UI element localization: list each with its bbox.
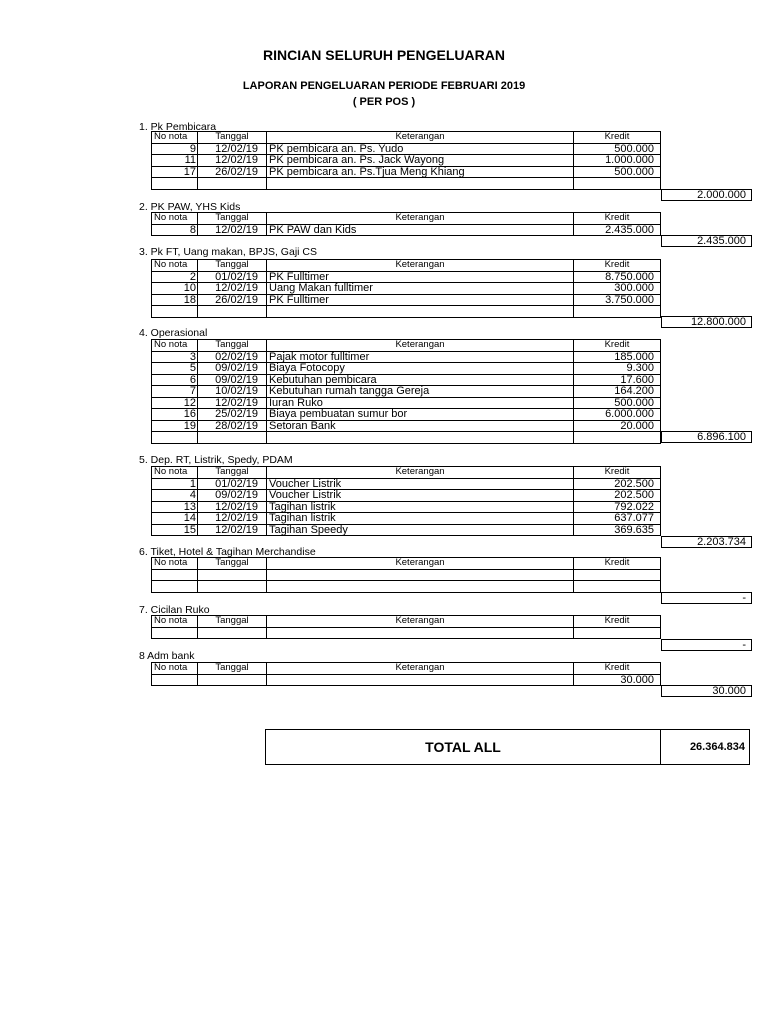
table-row: [151, 144, 661, 156]
section-subtotal: [661, 189, 752, 201]
section-label: 4. Operasional: [139, 327, 208, 339]
section-table: [151, 662, 661, 686]
cell-tanggal: 09/02/19: [197, 375, 266, 386]
header-kredit: Kredit: [573, 467, 661, 478]
cell-no-nota: 6: [151, 375, 197, 386]
cell-keterangan: Biaya pembuatan sumur bor: [266, 409, 573, 420]
cell-kredit: [573, 570, 661, 581]
cell-keterangan: PK pembicara an. Ps.Tjua Meng Khiang: [266, 167, 573, 178]
cell-keterangan: Kebutuhan rumah tangga Gereja: [266, 386, 573, 397]
cell-keterangan: [266, 675, 573, 686]
table-row: [151, 363, 661, 375]
header-keterangan: Keterangan: [266, 558, 573, 569]
cell-keterangan: Tagihan Speedy: [266, 525, 573, 536]
cell-kredit: 20.000: [573, 421, 661, 432]
page-title: RINCIAN SELURUH PENGELUARAN: [263, 47, 505, 63]
table-header-row: [151, 340, 661, 352]
cell-no-nota: 12: [151, 398, 197, 409]
table-row: [151, 479, 661, 491]
cell-keterangan: [266, 581, 573, 592]
cell-keterangan: Voucher Listrik: [266, 490, 573, 501]
header-keterangan: Keterangan: [266, 213, 573, 224]
cell-kredit: 17.600: [573, 375, 661, 386]
total-all-value-box: [661, 729, 750, 765]
table-row: [151, 306, 661, 318]
cell-keterangan: Biaya Fotocopy: [266, 363, 573, 374]
cell-tanggal: [197, 675, 266, 686]
cell-tanggal: 12/02/19: [197, 225, 266, 236]
cell-kredit: 164.200: [573, 386, 661, 397]
cell-tanggal: 26/02/19: [197, 295, 266, 306]
cell-no-nota: 19: [151, 421, 197, 432]
cell-no-nota: 16: [151, 409, 197, 420]
cell-tanggal: 12/02/19: [197, 283, 266, 294]
cell-kredit: 9.300: [573, 363, 661, 374]
cell-kredit: 500.000: [573, 398, 661, 409]
cell-kredit: 792.022: [573, 502, 661, 513]
cell-kredit: 6.000.000: [573, 409, 661, 420]
cell-tanggal: 09/02/19: [197, 490, 266, 501]
cell-kredit: [573, 178, 661, 189]
cell-no-nota: 4: [151, 490, 197, 501]
section-subtotal: [661, 685, 752, 697]
cell-keterangan: PK pembicara an. Ps. Jack Wayong: [266, 155, 573, 166]
cell-no-nota: 14: [151, 513, 197, 524]
cell-kredit: 202.500: [573, 479, 661, 490]
cell-keterangan: Uang Makan fulltimer: [266, 283, 573, 294]
total-all-value: 26.364.834: [689, 741, 745, 753]
cell-keterangan: PK pembicara an. Ps. Yudo: [266, 144, 573, 155]
table-row: [151, 283, 661, 295]
section-subtotal: [661, 235, 752, 247]
section-subtotal-value: -: [742, 639, 746, 651]
cell-kredit: 2.435.000: [573, 225, 661, 236]
cell-no-nota: [151, 675, 197, 686]
cell-no-nota: [151, 581, 197, 592]
cell-keterangan: Pajak motor fulltimer: [266, 352, 573, 363]
cell-keterangan: Tagihan listrik: [266, 513, 573, 524]
header-keterangan: Keterangan: [266, 132, 573, 143]
section-subtotal-value: 2.000.000: [697, 189, 746, 201]
total-all-label: TOTAL ALL: [425, 739, 501, 755]
header-kredit: Kredit: [573, 213, 661, 224]
cell-kredit: [573, 306, 661, 317]
section-table: [151, 466, 661, 536]
cell-kredit: 30.000: [573, 675, 661, 686]
table-row: [151, 628, 661, 640]
section-subtotal: [661, 592, 752, 604]
header-tanggal: Tanggal: [197, 213, 266, 224]
table-row: [151, 570, 661, 582]
table-row: [151, 490, 661, 502]
section-subtotal-value: 2.203.734: [697, 536, 746, 548]
section-subtotal-value: 12.800.000: [690, 316, 746, 328]
cell-tanggal: 26/02/19: [197, 167, 266, 178]
cell-tanggal: 28/02/19: [197, 421, 266, 432]
cell-kredit: 185.000: [573, 352, 661, 363]
section-label: 3. Pk FT, Uang makan, BPJS, Gaji CS: [139, 246, 317, 258]
cell-tanggal: [197, 306, 266, 317]
cell-no-nota: 2: [151, 272, 197, 283]
section-label: 2. PK PAW, YHS Kids: [139, 201, 241, 213]
table-row: [151, 513, 661, 525]
cell-kredit: 500.000: [573, 167, 661, 178]
section-subtotal: [661, 536, 752, 548]
header-no-nota: No nota: [151, 558, 197, 569]
table-row: [151, 432, 661, 444]
table-row: [151, 352, 661, 364]
cell-kredit: 1.000.000: [573, 155, 661, 166]
header-tanggal: Tanggal: [197, 132, 266, 143]
table-row: [151, 178, 661, 190]
cell-no-nota: [151, 432, 197, 443]
cell-no-nota: [151, 570, 197, 581]
cell-tanggal: 12/02/19: [197, 144, 266, 155]
cell-no-nota: 18: [151, 295, 197, 306]
cell-tanggal: [197, 570, 266, 581]
section-table: [151, 557, 661, 593]
table-header-row: [151, 132, 661, 144]
cell-tanggal: 12/02/19: [197, 398, 266, 409]
section-table: [151, 212, 661, 236]
header-no-nota: No nota: [151, 616, 197, 627]
table-row: [151, 386, 661, 398]
cell-no-nota: 10: [151, 283, 197, 294]
section-label: 6. Tiket, Hotel & Tagihan Merchandise: [139, 546, 316, 558]
header-no-nota: No nota: [151, 213, 197, 224]
section-subtotal: [661, 639, 752, 651]
table-row: [151, 272, 661, 284]
cell-no-nota: [151, 178, 197, 189]
header-tanggal: Tanggal: [197, 663, 266, 674]
cell-no-nota: 15: [151, 525, 197, 536]
header-kredit: Kredit: [573, 558, 661, 569]
cell-kredit: [573, 628, 661, 639]
cell-no-nota: 5: [151, 363, 197, 374]
cell-no-nota: 1: [151, 479, 197, 490]
header-keterangan: Keterangan: [266, 467, 573, 478]
section-table: [151, 615, 661, 639]
cell-tanggal: [197, 581, 266, 592]
header-keterangan: Keterangan: [266, 340, 573, 351]
header-keterangan: Keterangan: [266, 616, 573, 627]
cell-tanggal: 01/02/19: [197, 479, 266, 490]
table-row: [151, 421, 661, 433]
cell-tanggal: 10/02/19: [197, 386, 266, 397]
table-row: [151, 502, 661, 514]
cell-tanggal: 09/02/19: [197, 363, 266, 374]
section-subtotal: [661, 431, 752, 443]
table-row: [151, 525, 661, 537]
section-table: [151, 259, 661, 318]
cell-keterangan: [266, 628, 573, 639]
section-subtotal-value: 30.000: [712, 685, 746, 697]
table-header-row: [151, 213, 661, 225]
section-subtotal-value: 6.896.100: [697, 431, 746, 443]
total-all-label-box: [265, 729, 661, 765]
cell-keterangan: [266, 306, 573, 317]
cell-no-nota: 13: [151, 502, 197, 513]
table-header-row: [151, 558, 661, 570]
table-row: [151, 675, 661, 687]
cell-kredit: 500.000: [573, 144, 661, 155]
header-no-nota: No nota: [151, 340, 197, 351]
section-table: [151, 339, 661, 444]
header-no-nota: No nota: [151, 663, 197, 674]
header-kredit: Kredit: [573, 340, 661, 351]
section-label: 1. Pk Pembicara: [139, 121, 217, 133]
header-no-nota: No nota: [151, 467, 197, 478]
report-subtitle: LAPORAN PENGELUARAN PERIODE FEBRUARI 2019: [242, 80, 526, 92]
table-row: [151, 167, 661, 179]
cell-kredit: 637.077: [573, 513, 661, 524]
cell-keterangan: PK PAW dan Kids: [266, 225, 573, 236]
section-label: 8 Adm bank: [139, 650, 195, 662]
cell-tanggal: 01/02/19: [197, 272, 266, 283]
section-subtotal: [661, 316, 752, 328]
cell-kredit: 300.000: [573, 283, 661, 294]
cell-no-nota: 17: [151, 167, 197, 178]
cell-kredit: [573, 432, 661, 443]
table-row: [151, 295, 661, 307]
cell-keterangan: [266, 178, 573, 189]
header-tanggal: Tanggal: [197, 467, 266, 478]
cell-tanggal: [197, 178, 266, 189]
cell-keterangan: PK Fulltimer: [266, 272, 573, 283]
table-header-row: [151, 467, 661, 479]
cell-tanggal: [197, 432, 266, 443]
header-kredit: Kredit: [573, 260, 661, 271]
cell-no-nota: [151, 628, 197, 639]
cell-tanggal: [197, 628, 266, 639]
cell-no-nota: 8: [151, 225, 197, 236]
header-tanggal: Tanggal: [197, 260, 266, 271]
table-header-row: [151, 616, 661, 628]
section-label: 5. Dep. RT, Listrik, Spedy, PDAM: [139, 454, 293, 466]
header-tanggal: Tanggal: [197, 558, 266, 569]
cell-tanggal: 25/02/19: [197, 409, 266, 420]
cell-keterangan: Iuran Ruko: [266, 398, 573, 409]
cell-keterangan: [266, 570, 573, 581]
section-label: 7. Cicilan Ruko: [139, 604, 210, 616]
cell-kredit: 3.750.000: [573, 295, 661, 306]
header-kredit: Kredit: [573, 616, 661, 627]
section-subtotal-value: 2.435.000: [697, 235, 746, 247]
header-keterangan: Keterangan: [266, 663, 573, 674]
header-no-nota: No nota: [151, 260, 197, 271]
cell-kredit: [573, 581, 661, 592]
cell-no-nota: 11: [151, 155, 197, 166]
cell-no-nota: [151, 306, 197, 317]
table-row: [151, 398, 661, 410]
cell-no-nota: 7: [151, 386, 197, 397]
cell-tanggal: 12/02/19: [197, 525, 266, 536]
header-tanggal: Tanggal: [197, 340, 266, 351]
cell-kredit: 369.635: [573, 525, 661, 536]
table-row: [151, 409, 661, 421]
report-subtitle-per-pos: ( PER POS ): [352, 96, 416, 108]
section-table: [151, 131, 661, 190]
header-no-nota: No nota: [151, 132, 197, 143]
cell-no-nota: 3: [151, 352, 197, 363]
cell-kredit: 8.750.000: [573, 272, 661, 283]
header-tanggal: Tanggal: [197, 616, 266, 627]
section-subtotal-value: -: [742, 592, 746, 604]
table-row: [151, 155, 661, 167]
header-keterangan: Keterangan: [266, 260, 573, 271]
cell-keterangan: PK Fulltimer: [266, 295, 573, 306]
table-row: [151, 225, 661, 237]
header-kredit: Kredit: [573, 132, 661, 143]
cell-keterangan: Setoran Bank: [266, 421, 573, 432]
cell-no-nota: 9: [151, 144, 197, 155]
cell-tanggal: 12/02/19: [197, 155, 266, 166]
header-kredit: Kredit: [573, 663, 661, 674]
table-header-row: [151, 663, 661, 675]
cell-keterangan: Tagihan listrik: [266, 502, 573, 513]
cell-tanggal: 12/02/19: [197, 502, 266, 513]
cell-kredit: 202.500: [573, 490, 661, 501]
table-row: [151, 581, 661, 593]
cell-tanggal: 02/02/19: [197, 352, 266, 363]
cell-keterangan: Kebutuhan pembicara: [266, 375, 573, 386]
cell-keterangan: Voucher Listrik: [266, 479, 573, 490]
cell-keterangan: [266, 432, 573, 443]
table-header-row: [151, 260, 661, 272]
table-row: [151, 375, 661, 387]
cell-tanggal: 12/02/19: [197, 513, 266, 524]
